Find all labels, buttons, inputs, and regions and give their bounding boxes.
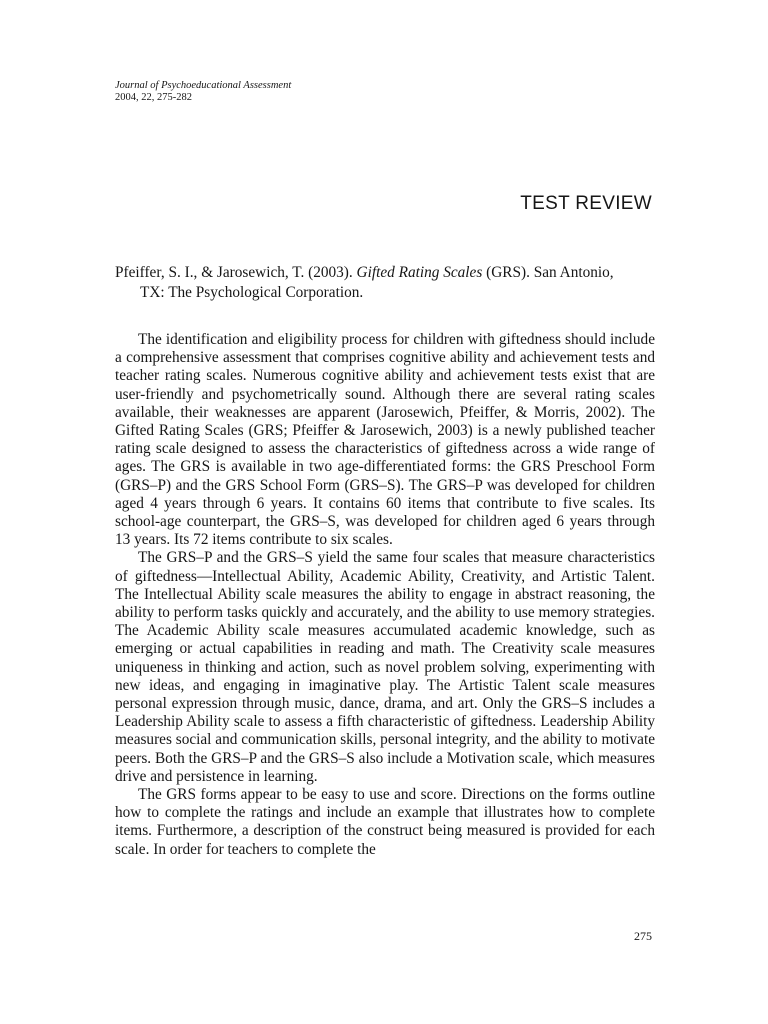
body-paragraph: The GRS forms appear to be easy to use and score. Directions on the forms outline how to complete the ratings and include an example that illustrates how to complete items. Furthermore, a description of the construct being measured is provided for each scale. In order for teachers to complete the [115, 786, 655, 858]
citation-work-title: Gifted Rating Scales [356, 264, 483, 281]
journal-name: Journal of Psychoeducational Assessment [115, 80, 292, 91]
page-number: 275 [634, 929, 652, 943]
citation-publisher: TX: The Psychological Corporation. [140, 284, 364, 301]
citation-authors: Pfeiffer, S. I., & Jarosewich, T. (2003). [115, 264, 357, 281]
review-citation [115, 263, 655, 303]
citation-publisher-location: (GRS). San Antonio, [482, 264, 614, 281]
article-title: TEST REVIEW [520, 193, 652, 214]
journal-volume-pages: 2004, 22, 275-282 [115, 92, 192, 103]
article-body [115, 331, 655, 859]
body-paragraph: The GRS–P and the GRS–S yield the same four scales that measure characteristics of giftedness—Intellectual Ability, Academic Ability, Creativity, and Artistic Talent. The Intellectual Ability scale measures the ability to engage in abstract reasoning, the ability to perform tasks quickly and accurately, and the ability to use memory strategies. The Academic Ability scale measures accumulated academic knowledge, such as emerging or actual capabilities in reading and math. The Creativity scale measures uniqueness in thinking and action, such as novel problem solving, experimenting with new ideas, and engaging in imaginative play. The Artistic Talent scale measures personal expression through music, dance, drama, and art. Only the GRS–S includes a Leadership Ability scale to assess a fifth characteristic of giftedness. Leadership Ability measures social and communication skills, personal integrity, and the ability to motivate peers. Both the GRS–P and the GRS–S also include a Motivation scale, which measures drive and persistence in learning. [115, 549, 655, 785]
journal-header [115, 80, 291, 104]
body-paragraph: The identification and eligibility process for children with giftedness should include a comprehensive assessment that comprises cognitive ability and achievement tests and teacher rating scales. Numerous cognitive ability and achievement tests exist that are user-friendly and psychometrically sound. Although there are several rating scales available, their weaknesses are apparent (Jarosewich, Pfeiffer, & Morris, 2002). The Gifted Rating Scales (GRS; Pfeiffer & Jarosewich, 2003) is a newly published teacher rating scale designed to assess the characteristics of giftedness across a wide range of ages. The GRS is available in two age-differentiated forms: the GRS Preschool Form (GRS–P) and the GRS School Form (GRS–S). The GRS–P was developed for children aged 4 years through 6 years. It contains 60 items that contribute to five scales. Its school-age counterpart, the GRS–S, was developed for children aged 6 years through 13 years. Its 72 items contribute to six scales. [115, 331, 655, 549]
